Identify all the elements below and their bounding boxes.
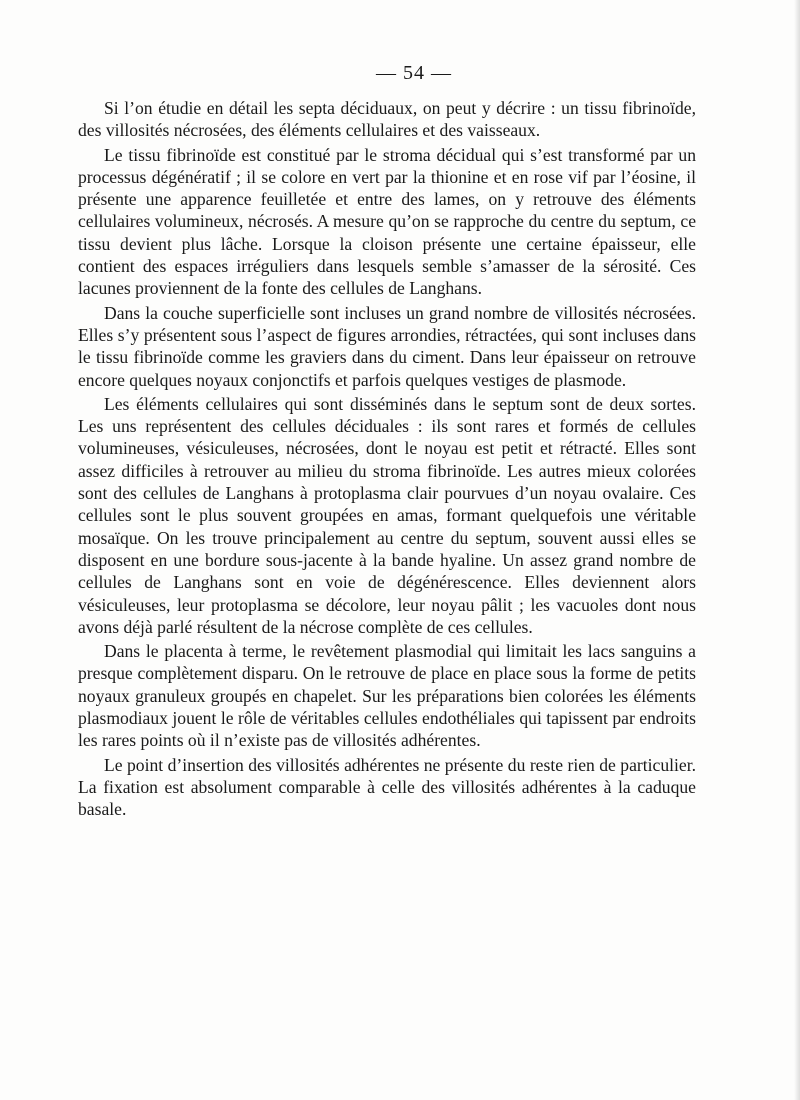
paragraph-tissu-fibrinoide: Le tissu fibrinoïde est constitué par le stroma décidual qui s’est transformé par un processus dégénératif ; il se colore en vert par la thionine et en rose vif par l’éosine, il présente une apparence feuilletée et entre des lames, on y retrouve des éléments cellulaires volumineux, nécrosés. A mesure qu’on se rapproche du centre du septum, ce tissu devient plus lâche. Lorsque la cloison présente une certaine épaisseur, elle contient des espaces irréguliers dans lesquels semble s’amasser de la sérosité. Ces lacunes proviennent de la fonte des cellules de Langhans. (78, 144, 696, 299)
page-number: — 54 — (376, 62, 452, 84)
body-text (78, 97, 696, 823)
paragraph-placenta-terme: Dans le placenta à terme, le revêtement plasmodial qui limitait les lacs sanguins a presque complètement disparu. On le retrouve de place en place sous la forme de petits noyaux granuleux groupés en chapelet. Sur les préparations bien colorées les éléments plasmodiaux jouent le rôle de véritables cellules endothéliales qui tapissent par endroits les rares points où il n’existe pas de villosités adhérentes. (78, 641, 696, 751)
paragraph-couche-superficielle: Dans la couche superficielle sont incluses un grand nombre de villosités nécrosées. Elles s’y présentent sous l’aspect de figures arrondies, rétractées, qui sont incluses dans le tissu fibrinoïde comme les graviers dans du ciment. Dans leur épaisseur on retrouve encore quelques noyaux conjonctifs et parfois quelques vestiges de plasmode. (78, 302, 696, 390)
page-edge-shadow (794, 0, 800, 1100)
paragraph-septa-intro: Si l’on étudie en détail les septa déciduaux, on peut y décrire : un tissu fibrinoïde, des villosités nécrosées, des éléments cellulaires et des vaisseaux. (78, 98, 696, 141)
paragraph-elements-cellulaires: Les éléments cellulaires qui sont disséminés dans le septum sont de deux sortes. Les uns représentent des cellules déciduales : ils sont rares et formés de cellules volumineuses, vésiculeuses, nécrosées, dont le noyau est petit et rétracté. Elles sont assez difficiles à retrouver au milieu du stroma fibrinoïde. Les autres mieux colorées sont des cellules de Langhans à protoplasma clair pourvues d’un noyau ovalaire. Ces cellules sont le plus souvent groupées en amas, formant quelquefois une véritable mosaïque. On les trouve principalement au centre du septum, souvent aussi elles se disposent en une bordure sous-jacente à la bande hyaline. Un assez grand nombre de cellules de Langhans sont en voie de dégénérescence. Elles deviennent alors vésiculeuses, leur protoplasma se décolore, leur noyau pâlit ; les vacuoles dont nous avons déjà parlé résultent de la nécrose complète de ces cellules. (78, 393, 696, 637)
paragraph-point-insertion: Le point d’insertion des villosités adhérentes ne présente du reste rien de particulier. La fixation est absolument comparable à celle des villosités adhérentes à la caduque basale. (78, 754, 696, 820)
